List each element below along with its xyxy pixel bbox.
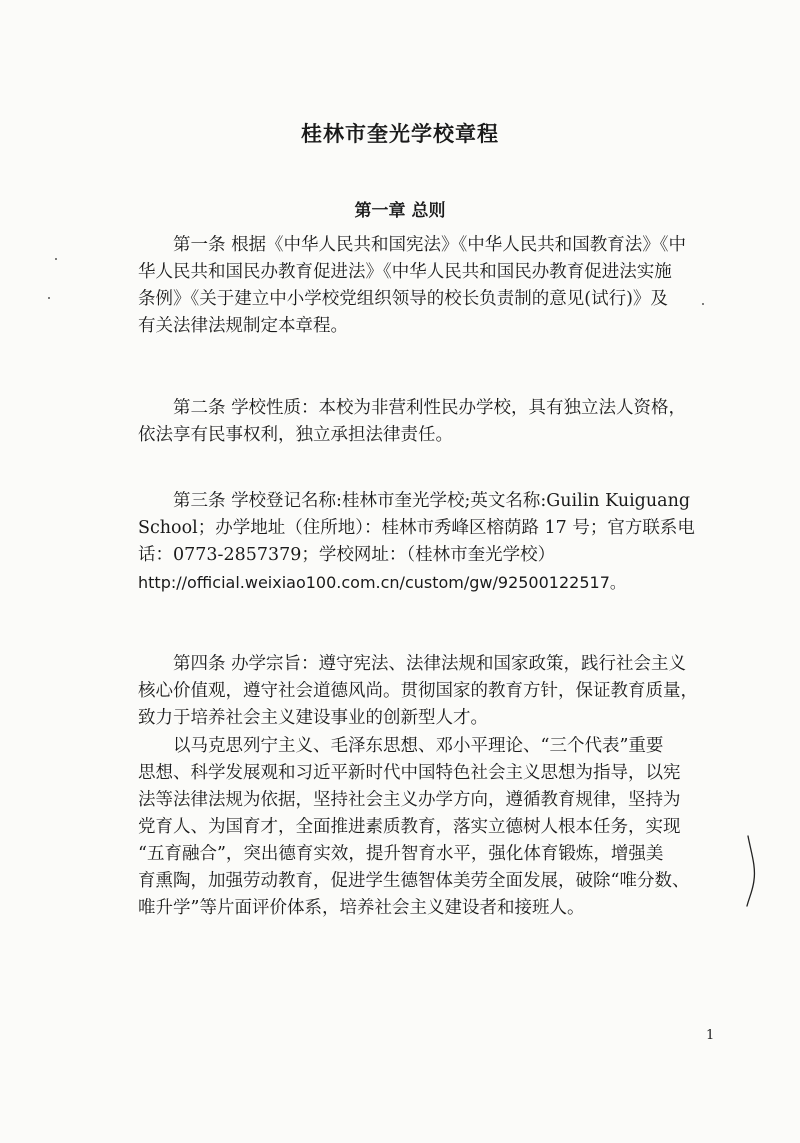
article-line: 唯升学”等片面评价体系，培养社会主义建设者和接班人。 <box>138 898 585 918</box>
document-title: 桂林市奎光学校章程 <box>301 121 499 146</box>
article-line: 有关法律法规制定本章程。 <box>138 316 348 336</box>
article-4 <box>138 651 718 732</box>
scan-speck <box>55 258 57 260</box>
article-line: 华人民共和国民办教育促进法》《中华人民共和国民办教育促进法实施 <box>138 262 672 282</box>
article-line: School；办学地址（住所地）：桂林市秀峰区榕荫路 17 号；官方联系电 <box>138 518 695 538</box>
article-line: 思想、科学发展观和习近平新时代中国特色社会主义思想为指导，以宪 <box>138 763 681 783</box>
article-line: 第一条 根据《中华人民共和国宪法》《中华人民共和国教育法》《中 <box>173 235 687 255</box>
article-1 <box>138 232 718 340</box>
article-line: 第三条 学校登记名称:桂林市奎光学校;英文名称:Guilin Kuiguang <box>173 491 691 511</box>
article-line: “五育融合”，突出德育实效，提升智育水平，强化体育锻炼，增强美 <box>138 844 664 864</box>
article-line: 依法享有民事权利，独立承担法律责任。 <box>138 425 453 445</box>
article-2 <box>138 395 718 449</box>
scan-speck <box>702 303 704 305</box>
article-line: 致力于培养社会主义建设事业的创新型人才。 <box>138 708 488 728</box>
page-number: 1 <box>706 1028 715 1043</box>
article-line: 核心价值观，遵守社会道德风尚。贯彻国家的教育方针，保证教育质量， <box>138 681 698 701</box>
article-line: 第二条 学校性质：本校为非营利性民办学校，具有独立法人资格， <box>173 398 687 418</box>
article-line: 以马克思列宁主义、毛泽东思想、邓小平理论、“三个代表”重要 <box>173 736 664 756</box>
article-line: 条例》《关于建立中小学校党组织领导的校长负责制的意见(试行)》及 <box>138 289 668 309</box>
article-3 <box>138 488 718 596</box>
margin-pen-mark <box>742 832 762 912</box>
article-url-line: http://official.weixiao100.com.cn/custom/gw/92500122517。 <box>138 573 626 592</box>
article-4-paragraph-2 <box>138 733 718 922</box>
article-line: 党育人、为国育才，全面推进素质教育，落实立德树人根本任务，实现 <box>138 817 681 837</box>
chapter-title: 第一章 总则 <box>354 201 446 221</box>
article-line: 话：0773-2857379；学校网址：（桂林市奎光学校） <box>138 545 556 565</box>
article-line: 第四条 办学宗旨：遵守宪法、法律法规和国家政策，践行社会主义 <box>173 654 687 674</box>
scan-speck <box>48 297 50 299</box>
article-line: 育熏陶，加强劳动教育，促进学生德智体美劳全面发展，破除“唯分数、 <box>138 871 690 891</box>
article-line: 法等法律法规为依据，坚持社会主义办学方向，遵循教育规律，坚持为 <box>138 790 681 810</box>
